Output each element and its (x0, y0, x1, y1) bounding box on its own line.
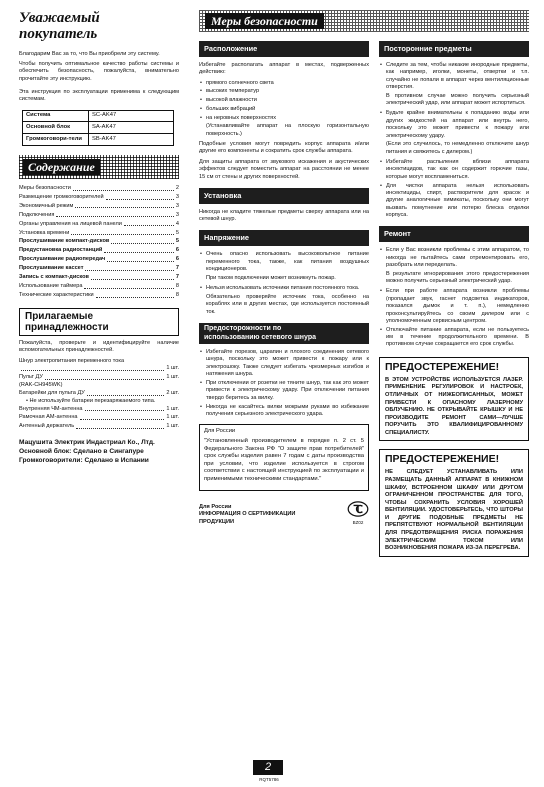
toc-item[interactable] (19, 292, 179, 299)
list-item: • Если у Вас возникли проблемы с этим аппаратом, то никогда не пытайтесь сами отремонтировать его, разобрать или переделать. (379, 247, 529, 269)
table-row (23, 122, 174, 134)
toc-item[interactable] (19, 212, 179, 219)
placement-title: Расположение (199, 41, 369, 57)
certification-line2: ИНФОРМАЦИЯ О СЕРТИФИКАЦИИ (199, 511, 296, 518)
list-item: • высокой влажности (199, 97, 369, 104)
acc-leader (80, 419, 165, 420)
list-item: • на неровных поверхностях (199, 115, 369, 122)
toc-item[interactable] (19, 256, 179, 263)
list-item (199, 251, 369, 273)
toc-leader (75, 207, 173, 208)
toc-page: 8 (175, 283, 179, 290)
models-table (22, 110, 174, 146)
certification-line3: ПРОДУКЦИИ (199, 518, 235, 525)
accessories-intro: Пожалуйста, проверьте и идентифицируйте наличие вспомогательных принадлежностей. (19, 340, 179, 354)
foreign-item-1-note: В противном случае можно получить серьезный электрический удар, или аппарат может испортиться. (386, 92, 529, 107)
russia-box-heading: Для России (204, 428, 236, 435)
ventilation-warning (379, 449, 529, 556)
list-item (19, 423, 179, 430)
laser-warning (379, 357, 529, 442)
toc-leader (124, 225, 174, 226)
manufacturer-info (19, 439, 179, 466)
toc-item[interactable] (19, 185, 179, 192)
certification-line1: Для России (199, 503, 232, 510)
greeting-paragraph-2: Чтобы получить оптимальное качество работы системы и обеспечить безопасность, пожалуйста, внимательно прочитайте эту инструкцию. (19, 60, 179, 82)
list-item: • При отключении от розетки не тяните шнур, так как это может привести к электрическому удару. При отключении питания твердо беритесь за вилку. (199, 380, 369, 402)
toc-leader (111, 243, 174, 244)
list-item (19, 414, 179, 421)
toc-leader (71, 234, 174, 235)
contents-header-band (19, 155, 179, 179)
contents-list (19, 185, 179, 300)
accessory-qty: 1 шт. (166, 373, 179, 380)
toc-leader (56, 216, 173, 217)
voltage-item-2: Нельзя использовать источники питания постоянного тока. (206, 285, 360, 292)
table-row (23, 134, 174, 146)
accessory-qty: 1 шт. (166, 414, 179, 421)
list-item: • Следите за тем, чтобы никакие инородные предметы, как например, иголки, монеты, отвертки и т.п. случайно не попали в аппарат через вентиляционные отверстия. (379, 62, 529, 92)
gost-certification-icon (347, 501, 369, 517)
toc-label: Прослушивание компакт-дисков (19, 238, 110, 245)
greeting-paragraph-1: Благодарим Вас за то, что Вы приобрели эту систему. (19, 50, 160, 57)
manufacturer-speakers: Громкоговорители: Сделано в Испании (19, 456, 149, 464)
toc-item[interactable] (19, 265, 179, 272)
voltage-list-2 (199, 285, 369, 292)
toc-label: Установка времени (19, 229, 70, 236)
toc-page: 6 (175, 256, 179, 263)
list-item: • Будьте крайне внимательны к попаданию воды или других жидкостей на аппарат или внутрь него, поскольку это может привести к пожару или электрическому удару. (379, 110, 529, 140)
list-item (19, 406, 179, 413)
remote-code: (RAK-CH945WK) (19, 382, 63, 389)
list-item (19, 390, 179, 397)
list-item: • прямого солнечного света (199, 80, 369, 87)
placement-intro: Избегайте располагать аппарат в местах, подверженных действию: (199, 61, 369, 76)
repair-list-1 (379, 247, 529, 269)
accessory-qty: 1 шт. (166, 405, 179, 412)
foreign-list-1 (379, 62, 529, 92)
model-value: SC-AK47 (89, 110, 174, 122)
manufacturer-main-unit: Основной блок: Сделано в Сингапуре (19, 448, 144, 455)
toc-item[interactable] (19, 194, 179, 201)
list-item: • Отключайте питание аппарата, если не пользуетесь им в течение продолжительного времени. В противном случае сокращается его срок службы. (379, 327, 529, 349)
list-item (199, 285, 369, 292)
contents-title: Содержание (23, 159, 100, 175)
toc-page: 8 (175, 292, 179, 299)
list-item: • Избегайте порезов, царапин и плохого соединения сетевого шнура, поскольку это может привести к пожару или к электрошоку. Также следует избегать чрезмерных изгибов и натяжения шнура. (199, 349, 369, 379)
safety-header-band (199, 10, 529, 32)
toc-label: Предустановка радиостанций (19, 247, 103, 254)
list-item (19, 374, 179, 381)
cord-safety-title-line2: использованию сетевого шнура (204, 333, 316, 341)
toc-page: 6 (175, 247, 179, 254)
left-column (19, 0, 179, 466)
toc-page: 3 (175, 202, 179, 209)
model-name: Система (23, 110, 89, 122)
toc-leader (106, 199, 174, 200)
russia-service-life-box (199, 424, 369, 490)
toc-label: Меры безопасности (19, 184, 71, 191)
certification-mark (347, 501, 369, 526)
list-item: • больших вибраций (199, 106, 369, 113)
laser-warning-text: В ЭТОМ УСТРОЙСТВЕ ИСПОЛЬЗУЕТСЯ ЛАЗЕР. ПРИМЕНЕНИЕ РЕГУЛИРОВОК И НАСТРОЕК, ОТЛИЧНЫХ ОТ НИЖЕОПИСАННЫХ, МОЖЕТ ПРИВЕСТИ К ОПАСНОМУ ЛАЗЕРНОМУ ОБЛУЧЕНИЮ. НЕ ОТКРЫВАЙТЕ КРЫШКУ И НЕ ПРОИЗВОДИТЕ РЕМОНТ САМИ—ЛУЧШЕ ПОРУЧИТЬ ЭТО КВАЛИФИЦИРОВАННОМУ СПЕЦИАЛИСТУ. (385, 376, 523, 436)
accessory-label: Антенный держатель (19, 422, 75, 429)
model-name: Громкоговори-тели (23, 134, 89, 146)
accessory-label: Рамочная AM-антенна (19, 414, 78, 421)
placement-paragraph-1: Подобные условия могут повредить корпус аппарата и/или другие его компоненты и сократить срок службы аппарата. (199, 141, 369, 155)
model-name: Основной блок (23, 122, 89, 134)
repair-list-2 (379, 288, 529, 348)
cord-safety-list (199, 349, 369, 418)
toc-page: 7 (175, 265, 179, 272)
toc-label: Использование таймера (19, 283, 83, 290)
acc-leader (85, 410, 165, 411)
repair-title: Ремонт (379, 226, 529, 242)
laser-warning-title: ПРЕДОСТЕРЕЖЕНИЕ! (385, 360, 500, 373)
batteries-note: • Не используйте батареи перезаряжаемого типа. (26, 398, 156, 405)
greeting-title-line2: покупатель (19, 25, 98, 42)
middle-column (199, 34, 369, 526)
accessory-label: Внутренняя ЧМ-антенна (19, 405, 83, 412)
foreign-list-3 (379, 159, 529, 219)
foreign-list-2 (379, 110, 529, 140)
list-item: • Избегайте распыления вблизи аппарата инсектицидов, так как он содержит горючие газы, которые могут воспламениться. (379, 159, 529, 181)
toc-page: 7 (175, 274, 179, 281)
accessory-label: Батарейки для пульта ДУ (19, 389, 85, 396)
placement-paragraph-2: Для защиты аппарата от звукового искажения и акустических эффектов следует поместить аппарат на расстоянии не менее 15 см от стены и других поверхностей. (199, 158, 369, 180)
voltage-item-2-note: Обязательно проверяйте источник тока, особенно на кораблях или в других местах, где используется постоянный ток. (206, 293, 369, 315)
document-code: RQT5786 (259, 777, 279, 782)
toc-page: 5 (175, 229, 179, 236)
list-item: • Для чистки аппарата нельзя использовать инсектициды, спирт, растворители для красок и другие аналогичные химикаты, поскольку они могут вызвать помутнение или потерю блеска отделки корпуса. (379, 183, 529, 220)
accessory-label: Пульт ДУ (19, 373, 43, 380)
manufacturer-name: Мацушита Электрик Индастриал Ко., Лтд. (19, 439, 155, 447)
toc-leader (73, 190, 174, 191)
ventilation-warning-text: НЕ СЛЕДУЕТ УСТАНАВЛИВАТЬ ИЛИ РАЗМЕЩАТЬ ДАННЫЙ АППАРАТ В КНИЖНОМ ШКАФУ, ВСТРОЕННОМ ШКАФУ ИЛИ ДРУГОМ ОГРАНИЧЕННОМ ПРОСТРАНСТВЕ ДЛЯ ТОГО, ЧТОБЫ СОХРАНИТЬ УСЛОВИЯ ХОРОШЕЙ ВЕНТИЛЯЦИИ. УДОСТОВЕРЬТЕСЬ, ЧТО ШТОРЫ И ДРУГИЕ ПОДОБНЫЕ ПРЕДМЕТЫ НЕ ПРЕПЯТСТВУЮТ НОРМАЛЬНОЙ ВЕНТИЛЯЦИИ ДЛЯ ПРЕДОТВРАЩЕНИЯ РИСКА ПОРАЖЕНИЯ ЭЛЕКТРИЧЕСКИМ ТОКОМ ИЛИ ВОЗНИКНОВЕНИЯ ПОЖАРА ИЗ-ЗА ПЕРЕГРЕВА. (385, 469, 523, 552)
cord-safety-title-line1: Предосторожности по (204, 325, 282, 333)
certification-info (199, 501, 369, 526)
voltage-item-1-note: При таком подключении может возникнуть пожар. (206, 274, 336, 281)
certification-code: BZ02 (352, 520, 364, 526)
toc-label: Размещение громкоговорителей (19, 193, 104, 200)
acc-leader (87, 395, 164, 396)
certification-text (199, 504, 295, 526)
repair-item-1-note: В результате игнорирования этого предостережения можно получить серьезный электрический удар. (386, 270, 529, 285)
toc-label: Прослушивание радиопередач (19, 256, 106, 263)
toc-page: 2 (175, 184, 179, 191)
page-number: 2 (253, 760, 283, 775)
accessory-qty: 1 шт. (166, 422, 179, 429)
accessories-list (19, 358, 179, 430)
toc-item[interactable] (19, 221, 179, 228)
toc-item[interactable] (19, 283, 179, 290)
voltage-item-1: Очень опасно использовать высоковольтное питание переменного тока, также, как питания воздушных кондиционеров. (206, 251, 369, 272)
greeting-paragraph-3: Эта инструкция по эксплуатации применима к следующим системам. (19, 89, 179, 103)
toc-leader (107, 261, 174, 262)
toc-leader (91, 279, 174, 280)
greeting-title (19, 11, 179, 43)
list-item: • Если при работе аппарата возникли проблемы (пропадает звук, гаснет подсветка индикаторов, показался дымок и т. п.), немедленно проконсультируйтесь со своим дилером или с уполномоченным сервисным центром. (379, 288, 529, 325)
foreign-item-2-note: (Если это случилось, то немедленно отключите шнур питания и свяжитесь с дилером.) (386, 141, 529, 155)
toc-label: Технические характеристики (19, 292, 94, 299)
toc-item[interactable] (19, 247, 179, 254)
russia-box-text: "Установленный производителем в порядке п. 2 ст. 5 Федерального Закона РФ "О защите прав потребителей" срок службы изделия равен 7 годам с даты производства при условии, что изделие используется в строгом соответствии с настоящей инструкцией по эксплуатации и применимыми техническими стандартами." (204, 437, 364, 483)
toc-item[interactable] (19, 230, 179, 237)
toc-leader (85, 270, 173, 271)
accessory-qty: 1 шт. (166, 365, 179, 372)
model-value: SA-AK47 (89, 122, 174, 134)
toc-leader (84, 288, 173, 289)
greeting-title-line1: Уважаемый (19, 10, 100, 26)
voltage-title: Напряжение (199, 230, 369, 246)
installation-title: Установка (199, 188, 369, 204)
acc-leader (45, 379, 164, 380)
toc-label: Запись с компакт-дисков (19, 274, 89, 281)
toc-leader (96, 297, 174, 298)
voltage-list (199, 251, 369, 273)
foreign-objects-title: Посторонние предметы (379, 41, 529, 57)
accessory-cord-label: Шнур электропитания переменного тока (19, 357, 125, 364)
toc-item[interactable] (19, 203, 179, 210)
installation-text: Никогда не кладите тяжелые предметы сверху аппарата или на сетевой шнур. (199, 208, 369, 223)
list-item: • высоких температур (199, 88, 369, 95)
placement-note: (Устанавливайте аппарат на плоскую горизонтальную поверхность.) (206, 123, 369, 137)
toc-label: Прослушивание кассет (19, 265, 84, 272)
toc-page: 3 (175, 211, 179, 218)
ventilation-warning-title: ПРЕДОСТЕРЕЖЕНИЕ! (385, 453, 500, 466)
accessory-qty: 2 шт. (166, 389, 179, 396)
toc-item[interactable] (19, 238, 179, 245)
toc-label: Органы управления на лицевой панели (19, 220, 122, 227)
acc-leader (76, 428, 164, 429)
accessories-title: Прилагаемые принадлежности (19, 308, 179, 336)
placement-list (199, 80, 369, 122)
list-item: • Никогда не касайтесь вилки мокрыми руками во избежание получения серьезного электрического удара. (199, 404, 369, 419)
safety-header: Меры безопасности (205, 13, 324, 29)
toc-leader (104, 252, 174, 253)
toc-page: 3 (175, 193, 179, 200)
right-column (379, 34, 529, 557)
list-item (19, 365, 179, 372)
toc-item[interactable] (19, 274, 179, 281)
cord-safety-title (199, 323, 369, 344)
toc-page: 5 (175, 238, 179, 245)
model-value: SB-AK47 (89, 134, 174, 146)
table-row (23, 110, 174, 122)
toc-page: 4 (175, 220, 179, 227)
toc-label: Экономичный режим (19, 202, 74, 209)
acc-leader (21, 370, 164, 371)
toc-label: Подключения (19, 211, 55, 218)
